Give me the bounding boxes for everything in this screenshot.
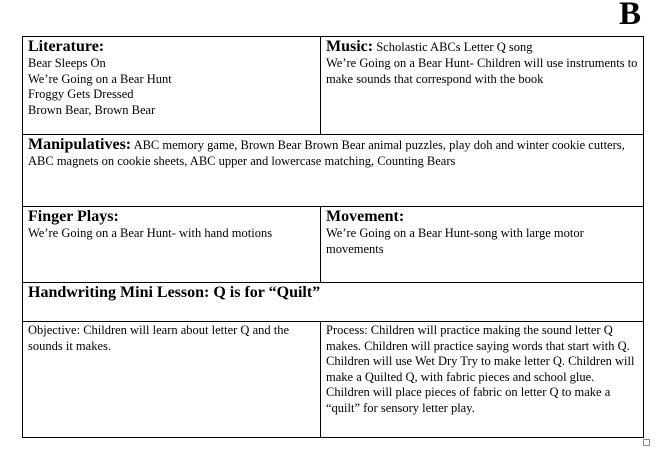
movement-body: We’re Going on a Bear Hunt-song with large motor movements — [326, 226, 584, 256]
table-row — [23, 322, 644, 438]
process-body: Process: Children will practice making the sound letter Q makes. Children will practice saying words that start with Q. Children will use Wet Dry Try to make letter Q. Children will make a Quilted Q, with fabric pieces and school glue. Children will place pieces of fabric on letter Q to make a “quilt” for sensory letter play. — [326, 323, 635, 415]
music-body: We’re Going on a Bear Hunt- Children will use instruments to make sounds that correspond with the book — [326, 56, 638, 86]
table-resize-handle[interactable] — [643, 439, 650, 446]
page-corner-label: B — [618, 0, 641, 32]
table-row — [23, 283, 644, 322]
literature-cell[interactable] — [23, 37, 321, 135]
movement-cell[interactable] — [321, 207, 644, 283]
handwriting-heading: Handwriting Mini Lesson: Q is for “Quilt” — [28, 284, 321, 301]
table-row — [23, 135, 644, 207]
literature-item: Bear Sleeps On — [28, 56, 106, 70]
finger-plays-heading: Finger Plays: — [28, 208, 119, 225]
table-row — [23, 37, 644, 135]
handwriting-cell[interactable] — [23, 283, 644, 322]
manipulatives-cell[interactable] — [23, 135, 644, 207]
finger-plays-cell[interactable] — [23, 207, 321, 283]
objective-body: Objective: Children will learn about letter Q and the sounds it makes. — [28, 323, 290, 353]
objective-cell[interactable] — [23, 322, 321, 438]
movement-heading: Movement: — [326, 208, 405, 225]
music-heading: Music: — [326, 38, 374, 55]
manipulatives-heading: Manipulatives: — [28, 136, 132, 153]
literature-item: Froggy Gets Dressed — [28, 87, 134, 101]
finger-plays-body: We’re Going on a Bear Hunt- with hand motions — [28, 226, 273, 240]
process-cell[interactable] — [321, 322, 644, 438]
literature-item: Brown Bear, Brown Bear — [28, 102, 156, 117]
literature-heading: Literature: — [28, 38, 105, 55]
music-cell[interactable] — [321, 37, 644, 135]
music-song: Scholastic ABCs Letter Q song — [376, 40, 533, 54]
table-row — [23, 207, 644, 283]
literature-item: We’re Going on a Bear Hunt — [28, 71, 172, 86]
lesson-plan-table — [22, 36, 644, 438]
manipulatives-body: ABC memory game, Brown Bear Brown Bear animal puzzles, play doh and winter cookie cutters, ABC magnets on cookie sheets, ABC upper and lowercase matching, Counting Bears — [28, 138, 625, 168]
